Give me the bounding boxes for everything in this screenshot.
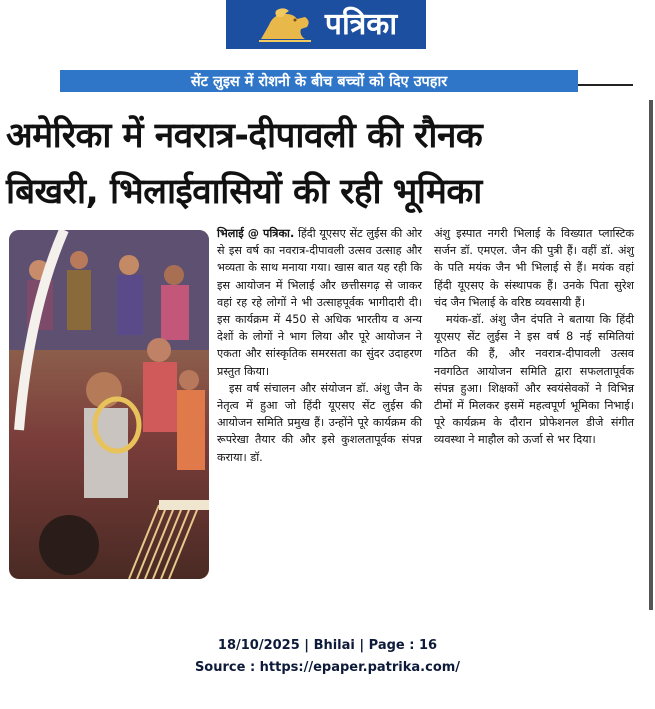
divider	[578, 84, 633, 86]
article-paragraph: अंशु इस्पात नगरी भिलाई के विख्यात प्लास्टिक सर्जन डॉ. एमएल. जैन की पुत्री हैं। वहीं डॉ. अंशु के पति मयंक जैन भी भिलाई से हैं। मयंक वहां हिंदी यूएसए के संस्थापक हैं। उनके पिता सुरेश चंद जैन भिलाई के वरिष्ठ व्यवसायी हैं।	[434, 227, 634, 309]
headline-line-1: अमेरिका में नवरात्र-दीपावली की रौनक	[6, 116, 483, 156]
article-paragraph: मयंक-डॉ. अंशु जैन दंपति ने बताया कि हिंदी यूएसए सेंट लुईस ने इस वर्ष 8 नई समितियां गठित की हैं, और नवरात्र-दीपावली उत्सव नवगठित आयोजन समिति द्वारा सफलतापूर्वक संपन्न हुआ। शिक्षकों और स्वयंसेवकों ने विभिन्न टीमों में मिलकर इसमें महत्वपूर्ण भूमिका निभाई। पूरे कार्यक्रम के दौरान प्रोफेशनल डीजे संगीत व्यवस्था ने माहौल को ऊर्जा से भर दिया।	[434, 313, 634, 447]
headline-line-2: बिखरी, भिलाईवासियों की रही भूमिका	[6, 172, 482, 212]
article-paragraph: इस वर्ष संचालन और संयोजन डॉ. अंशु जैन के नेतृत्व में हुआ जो हिंदी यूएसए सेंट लुईस की आयोजन समिति प्रमुख हैं। उन्होंने पूरे कार्यक्रम की रूपरेखा तैयार की और इसे कुशलतापूर्वक संपन्न कराया। डॉ.	[217, 381, 422, 464]
article-column-2	[434, 225, 634, 449]
footer-source-link[interactable]: Source : https://epaper.patrika.com/	[194, 660, 461, 675]
article-column-1	[217, 225, 422, 466]
article-paragraph	[217, 225, 422, 380]
masthead	[226, 0, 426, 49]
event-photo	[9, 230, 209, 579]
headline	[6, 108, 636, 220]
masthead-title: पत्रिका	[324, 6, 398, 42]
footer-edition-info: 18/10/2025 | Bhilai | Page : 16	[217, 638, 438, 653]
lion-icon	[255, 5, 317, 45]
dateline: भिलाई @ पत्रिका.	[217, 227, 295, 240]
article-text: हिंदी यूएसए सेंट लुईस की ओर से इस वर्ष का नवरात्र-दीपावली उत्सव उत्साह और भव्यता के साथ मनाया गया। खास बात यह रही कि इस आयोजन में भिलाई और छत्तीसगढ़ से जाकर वहां रह रहे लोगों ने भी उत्साहपूर्वक भागीदारी दी। इस कार्यक्रम में 450 से अधिक भारतीय व अन्य देशों के लोगों ने भाग लिया और पूरे आयोजन ने एकता और सांस्कृतिक समरसता का सुंदर उदाहरण प्रस्तुत किया।	[217, 227, 422, 378]
kicker: सेंट लुइस में रोशनी के बीच बच्चों को दिए उपहार	[60, 70, 578, 92]
page-edge	[649, 100, 653, 610]
